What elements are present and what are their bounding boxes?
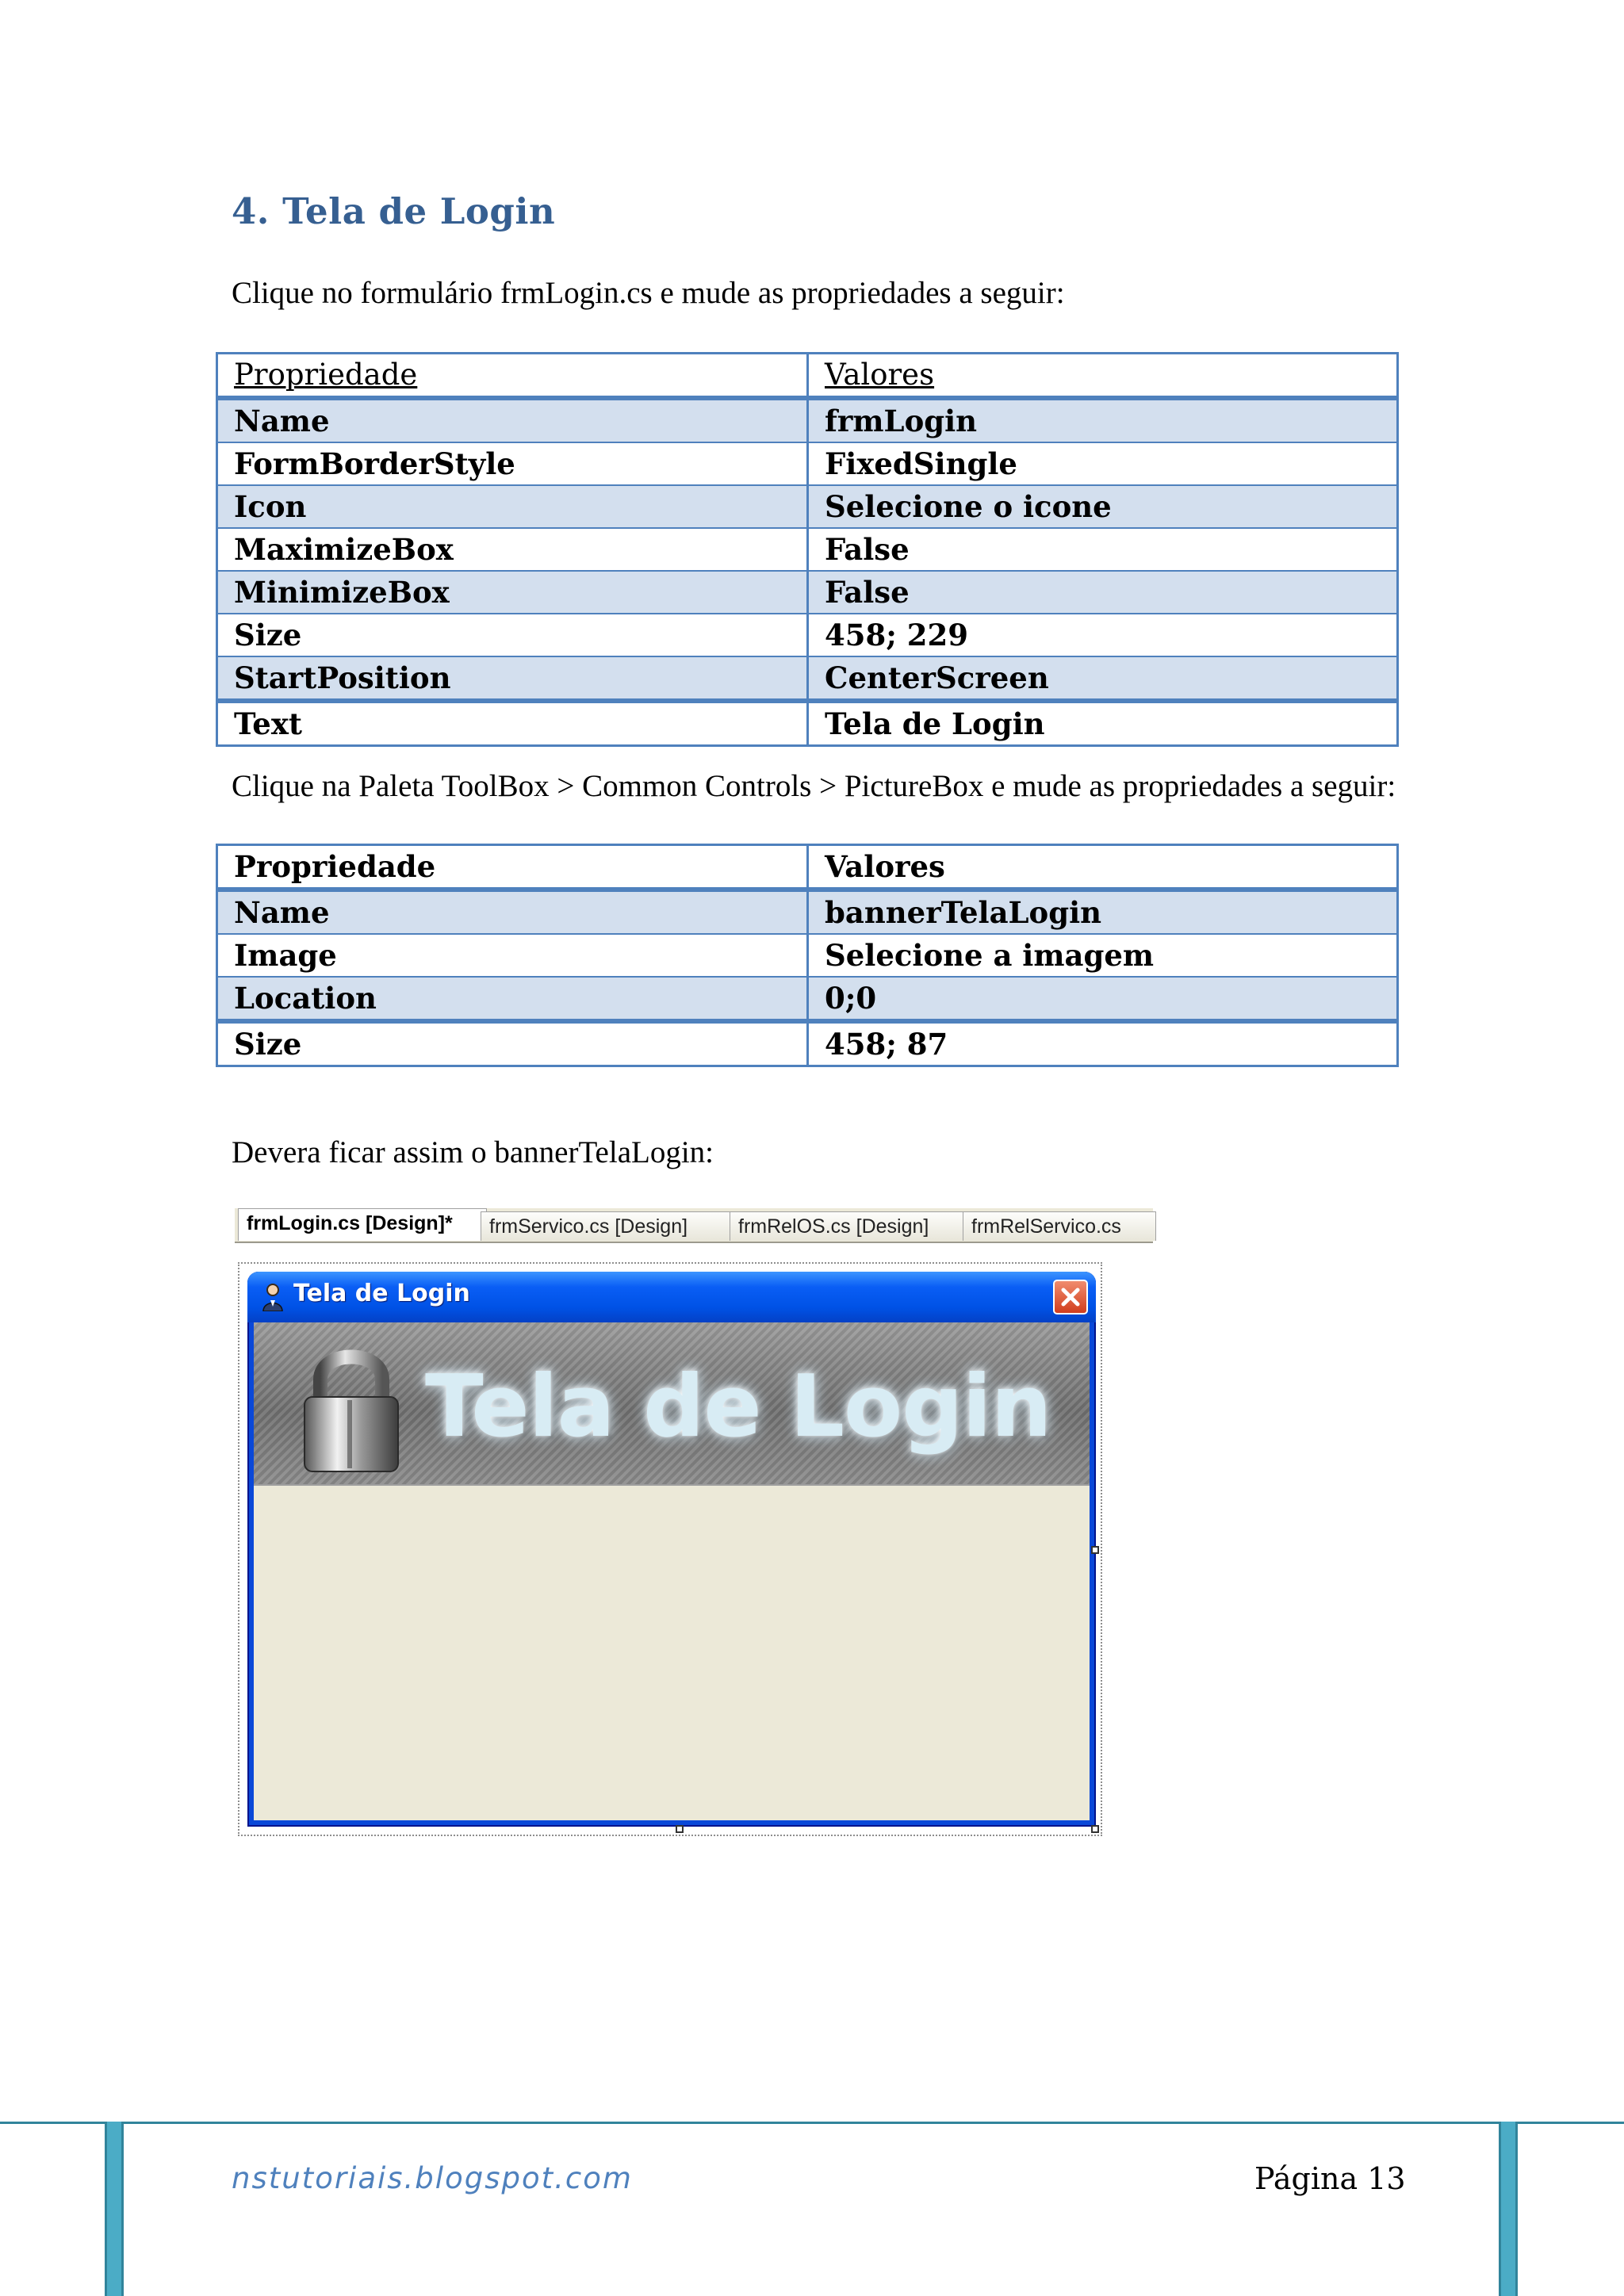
property-cell: Image bbox=[217, 934, 808, 977]
picturebox-paragraph: Clique na Paleta ToolBox > Common Controls > PictureBox e mude as propriedades a seguir: bbox=[232, 769, 1396, 803]
resize-handle-bottom[interactable] bbox=[676, 1825, 684, 1833]
footer-divider bbox=[0, 2122, 1624, 2124]
resize-handle-corner[interactable] bbox=[1091, 1825, 1099, 1833]
property-cell: Name bbox=[217, 398, 808, 442]
close-button[interactable] bbox=[1053, 1280, 1088, 1314]
header-cell: Valores bbox=[808, 354, 1398, 399]
value-cell: Tela de Login bbox=[808, 701, 1398, 746]
table-row bbox=[217, 934, 1398, 977]
table-row bbox=[217, 528, 1398, 571]
header-cell: Valores bbox=[808, 845, 1398, 890]
property-cell: StartPosition bbox=[217, 656, 808, 701]
login-form-window[interactable] bbox=[247, 1272, 1096, 1827]
header-cell: Propriedade bbox=[217, 845, 808, 890]
banner-picturebox[interactable] bbox=[254, 1322, 1090, 1486]
property-cell: Size bbox=[217, 1021, 808, 1066]
value-cell: 0;0 bbox=[808, 977, 1398, 1021]
page-number: Página 13 bbox=[1254, 2161, 1406, 2196]
property-cell: FormBorderStyle bbox=[217, 442, 808, 485]
table-row bbox=[217, 890, 1398, 934]
property-cell: Icon bbox=[217, 485, 808, 528]
result-paragraph: Devera ficar assim o bannerTelaLogin: bbox=[232, 1135, 714, 1169]
table-row bbox=[217, 485, 1398, 528]
section-heading: 4. Tela de Login bbox=[232, 190, 556, 232]
tab-frmservico-design[interactable]: frmServico.cs [Design] bbox=[481, 1211, 736, 1241]
value-cell: FixedSingle bbox=[808, 442, 1398, 485]
value-cell: frmLogin bbox=[808, 398, 1398, 442]
property-cell: MinimizeBox bbox=[217, 571, 808, 614]
designer-tab-strip bbox=[235, 1208, 1153, 1243]
footer-bar-right bbox=[1499, 2122, 1518, 2296]
window-titlebar[interactable] bbox=[247, 1272, 1096, 1322]
picturebox-properties-table bbox=[216, 844, 1399, 1067]
table-row bbox=[217, 571, 1398, 614]
property-cell: MaximizeBox bbox=[217, 528, 808, 571]
header-cell: Propriedade bbox=[217, 354, 808, 399]
value-cell: False bbox=[808, 528, 1398, 571]
value-cell: False bbox=[808, 571, 1398, 614]
table-row bbox=[217, 701, 1398, 746]
tab-frmlogin-design[interactable]: frmLogin.cs [Design]* bbox=[238, 1208, 487, 1241]
table-row bbox=[217, 614, 1398, 656]
padlock-icon bbox=[300, 1338, 403, 1475]
property-cell: Location bbox=[217, 977, 808, 1021]
table-row bbox=[217, 977, 1398, 1021]
footer-site: nstutoriais.blogspot.com bbox=[232, 2161, 633, 2195]
form-properties-table bbox=[216, 352, 1399, 747]
value-cell: Selecione o icone bbox=[808, 485, 1398, 528]
value-cell: CenterScreen bbox=[808, 656, 1398, 701]
tab-frmrelservico-design[interactable]: frmRelServico.cs bbox=[963, 1211, 1156, 1241]
resize-handle-right[interactable] bbox=[1091, 1546, 1099, 1554]
table-row bbox=[217, 1021, 1398, 1066]
footer-bar-left bbox=[105, 2122, 124, 2296]
form-client-area bbox=[254, 1322, 1090, 1820]
property-cell: Size bbox=[217, 614, 808, 656]
window-title: Tela de Login bbox=[293, 1280, 470, 1307]
value-cell: bannerTelaLogin bbox=[808, 890, 1398, 934]
property-cell: Text bbox=[217, 701, 808, 746]
property-cell: Name bbox=[217, 890, 808, 934]
table-row bbox=[217, 656, 1398, 701]
close-icon bbox=[1055, 1281, 1086, 1313]
table-header-row bbox=[217, 354, 1398, 399]
banner-title: Tela de Login bbox=[425, 1357, 1051, 1456]
intro-paragraph: Clique no formulário frmLogin.cs e mude as propriedades a seguir: bbox=[232, 276, 1065, 310]
value-cell: Selecione a imagem bbox=[808, 934, 1398, 977]
table-header-row bbox=[217, 845, 1398, 890]
value-cell: 458; 87 bbox=[808, 1021, 1398, 1066]
user-icon bbox=[260, 1283, 285, 1311]
table-row bbox=[217, 442, 1398, 485]
value-cell: 458; 229 bbox=[808, 614, 1398, 656]
tab-frmrelos-design[interactable]: frmRelOS.cs [Design] bbox=[730, 1211, 969, 1241]
table-row bbox=[217, 398, 1398, 442]
